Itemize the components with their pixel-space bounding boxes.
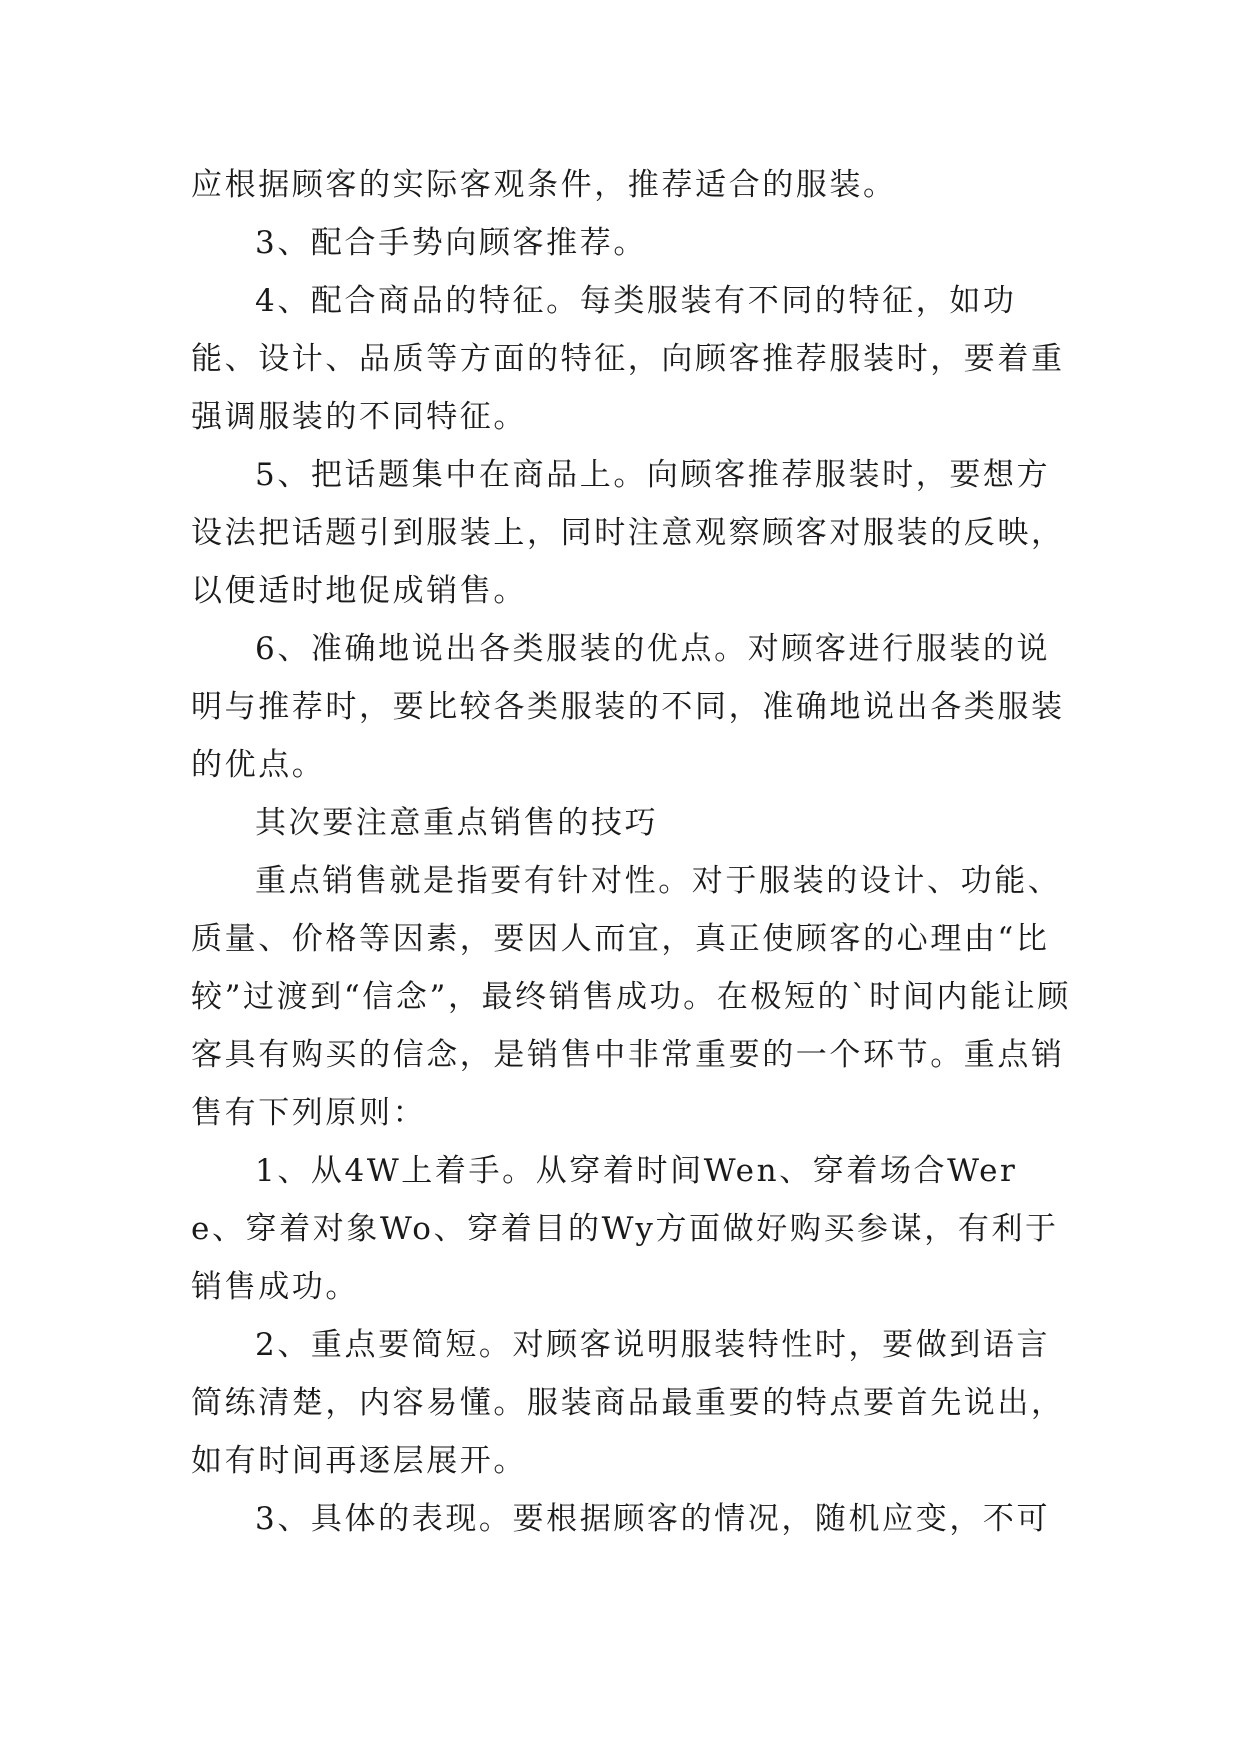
paragraph: 3、具体的表现。要根据顾客的情况，随机应变，不可	[255, 1501, 1051, 1537]
paragraph: 重点销售就是指要有针对性。对于服装的设计、功能、质量、价格等因素，要因人而宜，真正使顾客的心理由“比较”过渡到“信念”，最终销售成功。在极短的`时间内能让顾客具有购买的信念，是销售中非常重要的一个环节。重点销售有下列原则：	[191, 863, 1071, 1131]
body-text	[191, 156, 1071, 1548]
paragraph: 1、从4W上着手。从穿着时间Wen、穿着场合Were、穿着对象Wo、穿着目的Wy方面做好购买参谋，有利于销售成功。	[191, 1153, 1059, 1305]
paragraph: 应根据顾客的实际客观条件，推荐适合的服装。	[191, 167, 897, 203]
paragraph: 4、配合商品的特征。每类服装有不同的特征，如功能、设计、品质等方面的特征，向顾客推荐服装时，要着重强调服装的不同特征。	[191, 283, 1065, 435]
paragraph: 6、准确地说出各类服装的优点。对顾客进行服装的说明与推荐时，要比较各类服装的不同，准确地说出各类服装的优点。	[191, 631, 1065, 783]
section-heading: 其次要注意重点销售的技巧	[255, 805, 659, 841]
paragraph: 5、把话题集中在商品上。向顾客推荐服装时，要想方设法把话题引到服装上，同时注意观察顾客对服装的反映，以便适时地促成销售。	[191, 457, 1065, 609]
paragraph: 2、重点要简短。对顾客说明服装特性时，要做到语言简练清楚，内容易懂。服装商品最重要的特点要首先说出，如有时间再逐层展开。	[191, 1327, 1065, 1479]
paragraph: 3、配合手势向顾客推荐。	[255, 225, 647, 261]
